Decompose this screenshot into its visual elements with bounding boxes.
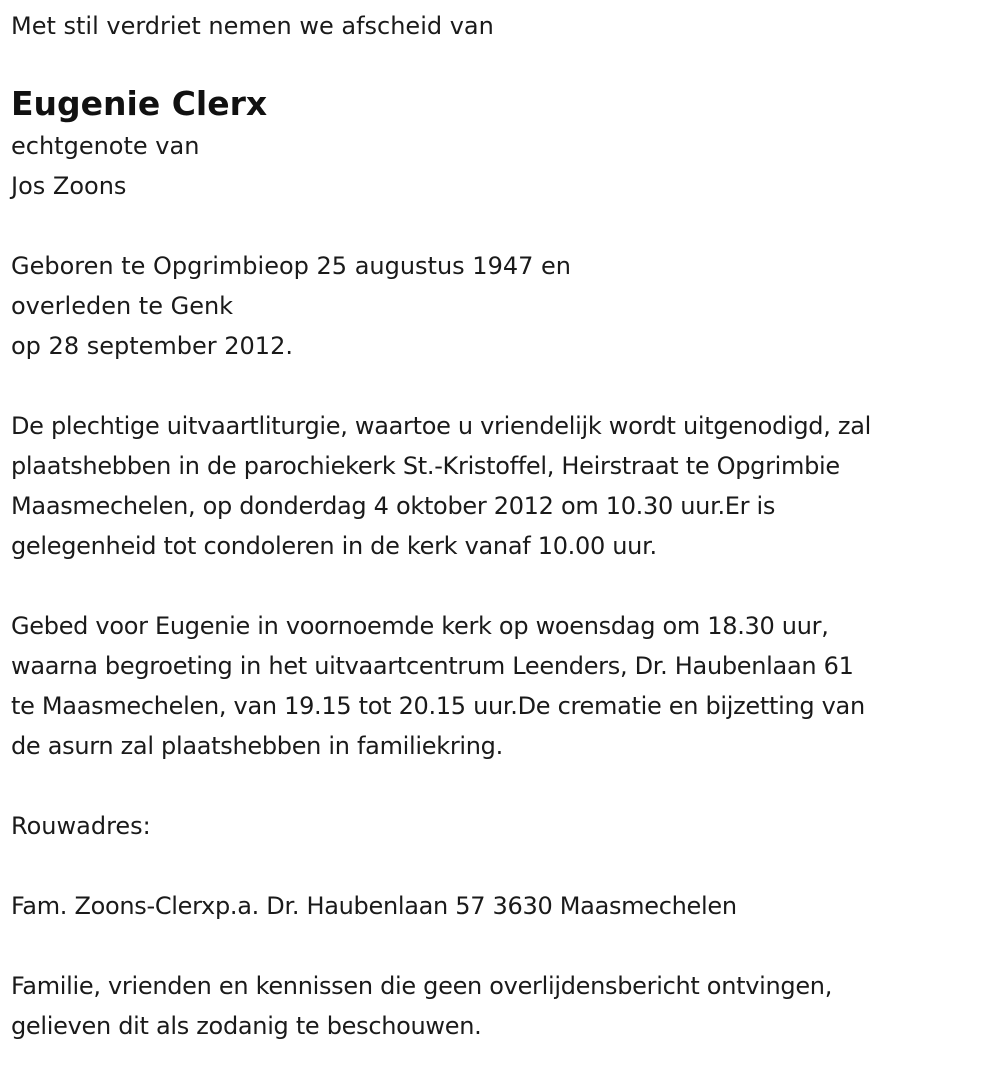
funeral-line: De plechtige uitvaartliturgie, waartoe u vriendelijk wordt uitgenodigd, zal [11,412,871,440]
spacer [11,566,1000,606]
birth-death-line: overleden te Genk [11,292,234,320]
prayer-line: waarna begroeting in het uitvaartcentrum Leenders, Dr. Haubenlaan 61 [11,652,854,680]
spacer [11,206,1000,246]
spouse-line: Jos Zoons [11,172,127,200]
funeral-line: Maasmechelen, op donderdag 4 oktober 2012 om 10.30 uur.Er is [11,492,776,520]
spouse-block [11,126,1000,206]
prayer-block [11,606,1000,766]
funeral-line: gelegenheid tot condoleren in de kerk vanaf 10.00 uur. [11,532,657,560]
intro-text: Met stil verdriet nemen we afscheid van [11,12,494,40]
spacer [11,846,1000,886]
address-label: Rouwadres: [11,812,151,840]
closing-block [11,966,1000,1046]
prayer-line: te Maasmechelen, van 19.15 tot 20.15 uur.De crematie en bijzetting van [11,692,865,720]
birth-death-line: Geboren te Opgrimbieop 25 augustus 1947 en [11,252,571,280]
deceased-name: Eugenie Clerx [11,84,268,123]
spacer [11,766,1000,806]
birth-death-block [11,246,1000,366]
funeral-block [11,406,1000,566]
birth-death-line: op 28 september 2012. [11,332,293,360]
spacer [11,366,1000,406]
spacer [11,926,1000,966]
prayer-line: Gebed voor Eugenie in voornoemde kerk op woensdag om 18.30 uur, [11,612,829,640]
funeral-line: plaatshebben in de parochiekerk St.-Kristoffel, Heirstraat te Opgrimbie [11,452,840,480]
address-line: Fam. Zoons-Clerxp.a. Dr. Haubenlaan 57 3630 Maasmechelen [11,892,737,920]
spouse-line: echtgenote van [11,132,200,160]
prayer-line: de asurn zal plaatshebben in familiekring. [11,732,503,760]
closing-line: Familie, vrienden en kennissen die geen overlijdensbericht ontvingen, [11,972,833,1000]
closing-line: gelieven dit als zodanig te beschouwen. [11,1012,482,1040]
